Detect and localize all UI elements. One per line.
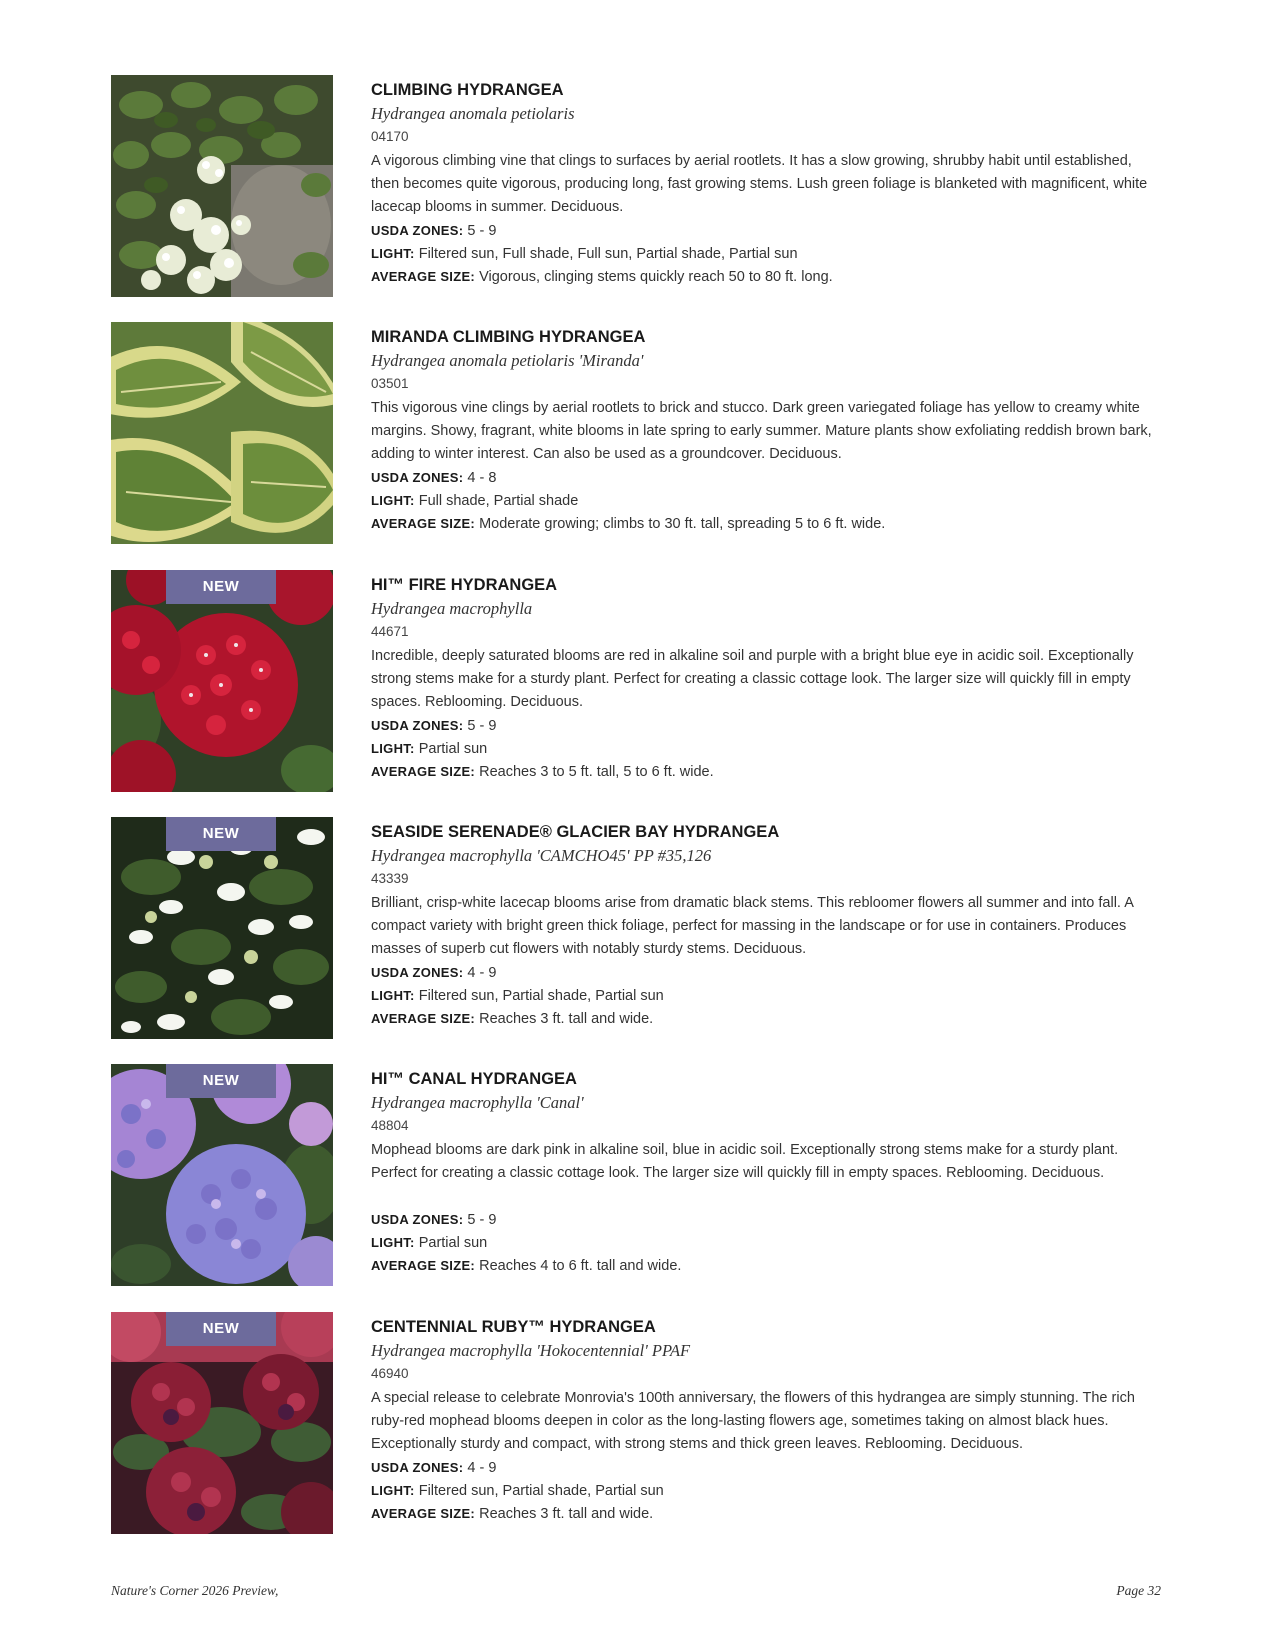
size-label: AVERAGE SIZE:: [371, 1011, 476, 1026]
plant-latin-name: Hydrangea anomala petiolaris: [371, 104, 575, 123]
size-label: AVERAGE SIZE:: [371, 269, 476, 284]
footer-catalog-title: Nature's Corner 2026 Preview,: [111, 1583, 279, 1598]
plant-light: [371, 1479, 1161, 1502]
plant-code: 44671: [371, 624, 409, 639]
plant-latin-name: Hydrangea macrophylla 'Canal': [371, 1093, 584, 1112]
size-value: Reaches 4 to 6 ft. tall and wide.: [479, 1258, 682, 1274]
plant-photo: [111, 570, 333, 792]
light-value: Filtered sun, Partial shade, Partial sun: [418, 988, 664, 1004]
plant-zones: [371, 961, 1161, 984]
plant-text: [371, 1067, 1161, 1277]
zones-value: 5 - 9: [467, 718, 497, 734]
zones-value: 4 - 9: [467, 1460, 497, 1476]
zones-value: 4 - 9: [467, 965, 497, 981]
plant-latin-name: Hydrangea macrophylla: [371, 599, 533, 618]
plant-name: CLIMBING HYDRANGEA: [371, 81, 564, 99]
plant-code: 46940: [371, 1366, 409, 1381]
plant-entry-climbing-hydrangea: [111, 75, 1161, 297]
plant-photo: [111, 1312, 333, 1534]
light-label: LIGHT:: [371, 1235, 415, 1250]
light-value: Full shade, Partial shade: [418, 493, 579, 509]
zones-label: USDA ZONES:: [371, 718, 464, 733]
plant-entry-hi-canal-hydrangea: [111, 1064, 1161, 1286]
light-label: LIGHT:: [371, 988, 415, 1003]
plant-text: [371, 325, 1161, 535]
plant-name: HI™ FIRE HYDRANGEA: [371, 576, 558, 594]
plant-size: [371, 1254, 1161, 1277]
plant-name: HI™ CANAL HYDRANGEA: [371, 1070, 577, 1088]
plant-entry-miranda-climbing-hydrangea: [111, 322, 1161, 544]
light-label: LIGHT:: [371, 1483, 415, 1498]
plant-name: MIRANDA CLIMBING HYDRANGEA: [371, 328, 646, 346]
plant-entry-hi-fire-hydrangea: [111, 570, 1161, 792]
light-label: LIGHT:: [371, 246, 415, 261]
light-label: LIGHT:: [371, 741, 415, 756]
plant-name: SEASIDE SERENADE® GLACIER BAY HYDRANGEA: [371, 823, 780, 841]
plant-zones: [371, 466, 1161, 489]
plant-size: [371, 760, 1161, 783]
zones-value: 5 - 9: [467, 223, 497, 239]
footer-page-number: Page 32: [1116, 1583, 1161, 1598]
plant-photo: [111, 817, 333, 1039]
plant-code: 48804: [371, 1118, 409, 1133]
size-value: Reaches 3 ft. tall and wide.: [479, 1011, 654, 1027]
light-value: Filtered sun, Partial shade, Partial sun: [418, 1483, 664, 1499]
zones-label: USDA ZONES:: [371, 470, 464, 485]
plant-text: [371, 573, 1161, 783]
plant-light: [371, 242, 1161, 265]
light-value: Filtered sun, Full shade, Full sun, Partial shade, Partial sun: [418, 246, 798, 262]
plant-description: A special release to celebrate Monrovia's 100th anniversary, the flowers of this hydrangea are simply stunning. The rich ruby-red mophead blooms deepen in color as the long-lasting flowers age, sometimes taking on almost black hues. Exceptionally sturdy and compact, with strong stems and thick green leaves. Reblooming. Deciduous.: [371, 1390, 1135, 1452]
plant-light: [371, 984, 1161, 1007]
plant-code: 43339: [371, 871, 409, 886]
zones-label: USDA ZONES:: [371, 1460, 464, 1475]
zones-label: USDA ZONES:: [371, 965, 464, 980]
light-label: LIGHT:: [371, 493, 415, 508]
new-badge: NEW: [166, 1312, 276, 1346]
plant-entry-seaside-serenade-glacier-bay: [111, 817, 1161, 1039]
plant-code: 04170: [371, 129, 409, 144]
climbing-hydrangea-image: [111, 75, 333, 297]
zones-value: 5 - 9: [467, 1212, 497, 1228]
plant-size: [371, 512, 1161, 535]
size-label: AVERAGE SIZE:: [371, 1258, 476, 1273]
size-value: Vigorous, clinging stems quickly reach 50 to 80 ft. long.: [479, 269, 833, 285]
size-value: Moderate growing; climbs to 30 ft. tall, spreading 5 to 6 ft. wide.: [479, 516, 886, 532]
plant-text: [371, 1315, 1161, 1525]
plant-photo: [111, 75, 333, 297]
plant-latin-name: Hydrangea macrophylla 'CAMCHO45' PP #35,126: [371, 846, 712, 865]
plant-zones: [371, 1208, 1161, 1231]
plant-size: [371, 265, 1161, 288]
new-badge: NEW: [166, 1064, 276, 1098]
plant-size: [371, 1502, 1161, 1525]
plant-light: [371, 489, 1161, 512]
light-value: Partial sun: [418, 741, 488, 757]
plant-size: [371, 1007, 1161, 1030]
zones-label: USDA ZONES:: [371, 223, 464, 238]
size-value: Reaches 3 ft. tall and wide.: [479, 1506, 654, 1522]
plant-description: This vigorous vine clings by aerial rootlets to brick and stucco. Dark green variegated foliage has yellow to creamy white margins. Showy, fragrant, white blooms in late spring to early summer. Mature plants show exfoliating reddish brown bark, adding to winter interest. Can also be used as a groundcover. Deciduous.: [371, 400, 1152, 462]
size-label: AVERAGE SIZE:: [371, 1506, 476, 1521]
plant-name: CENTENNIAL RUBY™ HYDRANGEA: [371, 1318, 656, 1336]
zones-label: USDA ZONES:: [371, 1212, 464, 1227]
light-value: Partial sun: [418, 1235, 488, 1251]
size-label: AVERAGE SIZE:: [371, 764, 476, 779]
plant-entry-centennial-ruby-hydrangea: [111, 1312, 1161, 1534]
zones-value: 4 - 8: [467, 470, 497, 486]
plant-zones: [371, 1456, 1161, 1479]
plant-code: 03501: [371, 376, 409, 391]
plant-description: Incredible, deeply saturated blooms are red in alkaline soil and purple with a bright blue eye in acidic soil. Exceptionally strong stems make for a sturdy plant. Perfect for creating a classic cottage look. The larger size will quickly fill in empty spaces. Reblooming. Deciduous.: [371, 648, 1134, 710]
plant-description: A vigorous climbing vine that clings to surfaces by aerial rootlets. It has a slow growing, shrubby habit until established, then becomes quite vigorous, producing long, fast growing stems. Lush green foliage is blanketed with magnificent, white lacecap blooms in summer. Deciduous.: [371, 153, 1148, 215]
size-label: AVERAGE SIZE:: [371, 516, 476, 531]
miranda-hydrangea-image: [111, 322, 333, 544]
plant-text: [371, 820, 1161, 1030]
plant-latin-name: Hydrangea anomala petiolaris 'Miranda': [371, 351, 644, 370]
plant-description: Brilliant, crisp-white lacecap blooms arise from dramatic black stems. This rebloomer flowers all summer and into fall. A compact variety with bright green thick foliage, perfect for massing in the landscape or for use in containers. Produces masses of superb cut flowers with notably sturdy stems. Deciduous.: [371, 895, 1134, 957]
plant-light: [371, 737, 1161, 760]
new-badge: NEW: [166, 570, 276, 604]
plant-photo: [111, 1064, 333, 1286]
plant-text: [371, 78, 1161, 288]
plant-zones: [371, 219, 1161, 242]
size-value: Reaches 3 to 5 ft. tall, 5 to 6 ft. wide.: [479, 764, 714, 780]
plant-description: Mophead blooms are dark pink in alkaline soil, blue in acidic soil. Exceptionally strong stems make for a sturdy plant. Perfect for creating a classic cottage look. The larger size will quickly fill in empty spaces. Reblooming. Deciduous.: [371, 1142, 1119, 1181]
new-badge: NEW: [166, 817, 276, 851]
plant-zones: [371, 714, 1161, 737]
plant-latin-name: Hydrangea macrophylla 'Hokocentennial' PPAF: [371, 1341, 691, 1360]
plant-light: [371, 1231, 1161, 1254]
plant-photo: [111, 322, 333, 544]
